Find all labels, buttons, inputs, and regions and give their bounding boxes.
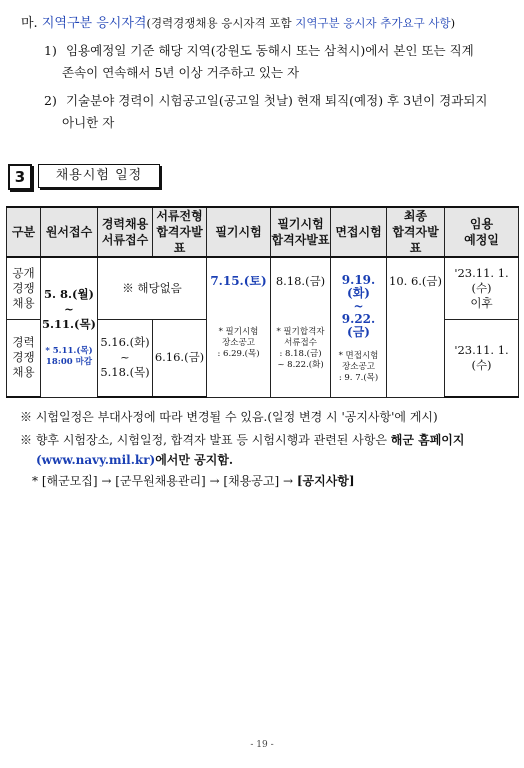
note-text: ※ 향후 시험장소, 시험일정, 합격자 발표 등 시험시행과 관련된 사항은: [20, 433, 391, 447]
col-header: 임용 예정일: [445, 207, 519, 257]
not-applicable-cell: ※ 해당없음: [98, 257, 207, 319]
schedule-table: [6, 206, 518, 398]
col-header: 경력채용 서류접수: [98, 207, 153, 257]
interview-cell: [331, 257, 387, 397]
note-bold: 해군 홈페이지: [390, 433, 465, 447]
note-navigation-path: [32, 472, 355, 490]
row-label: 공개 경쟁 채용: [7, 257, 41, 319]
note-announcement: [20, 431, 465, 449]
apply-deadline-note: * 5.11.(목) 18:00 마감: [45, 345, 93, 367]
written-notice: * 필기시험 장소공고 : 6.29.(목): [217, 327, 260, 359]
item-number: 2): [44, 93, 57, 108]
item-line: 임용예정일 기준 해당 지역(강원도 동해시 또는 삼척시)에서 본인 또는 직계: [65, 43, 474, 58]
item-number: 1): [44, 43, 57, 58]
col-header: 필기시험 합격자발표: [271, 207, 331, 257]
section-marker: 마.: [21, 16, 38, 31]
section-ma-heading: [21, 12, 455, 31]
note-text: 에서만 공지함.: [155, 453, 234, 467]
item-line-cont: 아니한 자: [62, 115, 115, 130]
col-header: 서류전형 합격자발표: [153, 207, 207, 257]
final-result-cell: [387, 257, 445, 397]
navy-homepage-link[interactable]: (www.navy.mil.kr): [36, 453, 156, 467]
section-note-open: (경력경쟁채용 응시자격 포함: [146, 16, 296, 30]
written-result-note: * 필기합격자 서류접수 : 8.18.(금) ~ 8.22.(화): [276, 327, 325, 370]
interview-notice: * 면접시험 장소공고 : 9. 7.(목): [338, 351, 379, 383]
page-number: - 19 -: [250, 740, 274, 750]
appoint-cell-2: '23.11. 1.(수): [445, 319, 519, 397]
section-note-blue: 지역구분 응시자 추가요구 사항: [295, 16, 451, 30]
nav-path-text: * [해군모집] → [군무원채용관리] → [채용공고] →: [32, 474, 297, 488]
appoint-cell-1: '23.11. 1.(수) 이후: [445, 257, 519, 319]
row-label: 경력 경쟁 채용: [7, 319, 41, 397]
item-line-cont: 존속이 연속해서 5년 이상 거주하고 있는 자: [62, 65, 300, 80]
apply-period: 5. 8.(월) ~ 5.11.(목): [41, 286, 96, 331]
section-number-box: 3: [8, 164, 32, 190]
item-line: 기술분야 경력이 시험공고일(공고일 첫날) 현재 퇴직(예정) 후 3년이 경과되지: [65, 93, 488, 108]
table-header-row: [7, 207, 519, 257]
col-header: 면접시험: [331, 207, 387, 257]
note-announcement-cont: [36, 451, 233, 469]
requirement-item-2: [44, 90, 487, 134]
section-title: 지역구분 응시자격: [41, 16, 147, 31]
col-header: 원서접수: [41, 207, 98, 257]
career-doc-cell: 5.16.(화) ~ 5.18.(목): [98, 319, 153, 397]
table-row: [7, 257, 519, 319]
section-title-box: 채용시험 일정: [38, 164, 160, 188]
col-header: 최종 합격자발표: [387, 207, 445, 257]
interview-date: 9.19.(화) ~ 9.22.(금): [341, 273, 376, 339]
written-result-date: 8.18.(금): [275, 274, 326, 288]
apply-cell: [41, 257, 98, 397]
requirement-item-1: [44, 40, 474, 84]
col-header: 구분: [7, 207, 41, 257]
section-note-close: ): [450, 16, 456, 30]
col-header: 필기시험: [207, 207, 271, 257]
nav-path-notice: [공지사항]: [296, 474, 355, 488]
final-result-date: 10. 6.(금): [389, 274, 442, 288]
written-exam-cell: [207, 257, 271, 397]
note-schedule-change: ※ 시험일정은 부대사정에 따라 변경될 수 있음.(일정 변경 시 '공지사항'에 게시): [20, 410, 438, 424]
written-exam-date: 7.15.(토): [210, 274, 267, 288]
written-result-cell: [271, 257, 331, 397]
doc-result-cell: 6.16.(금): [153, 319, 207, 397]
